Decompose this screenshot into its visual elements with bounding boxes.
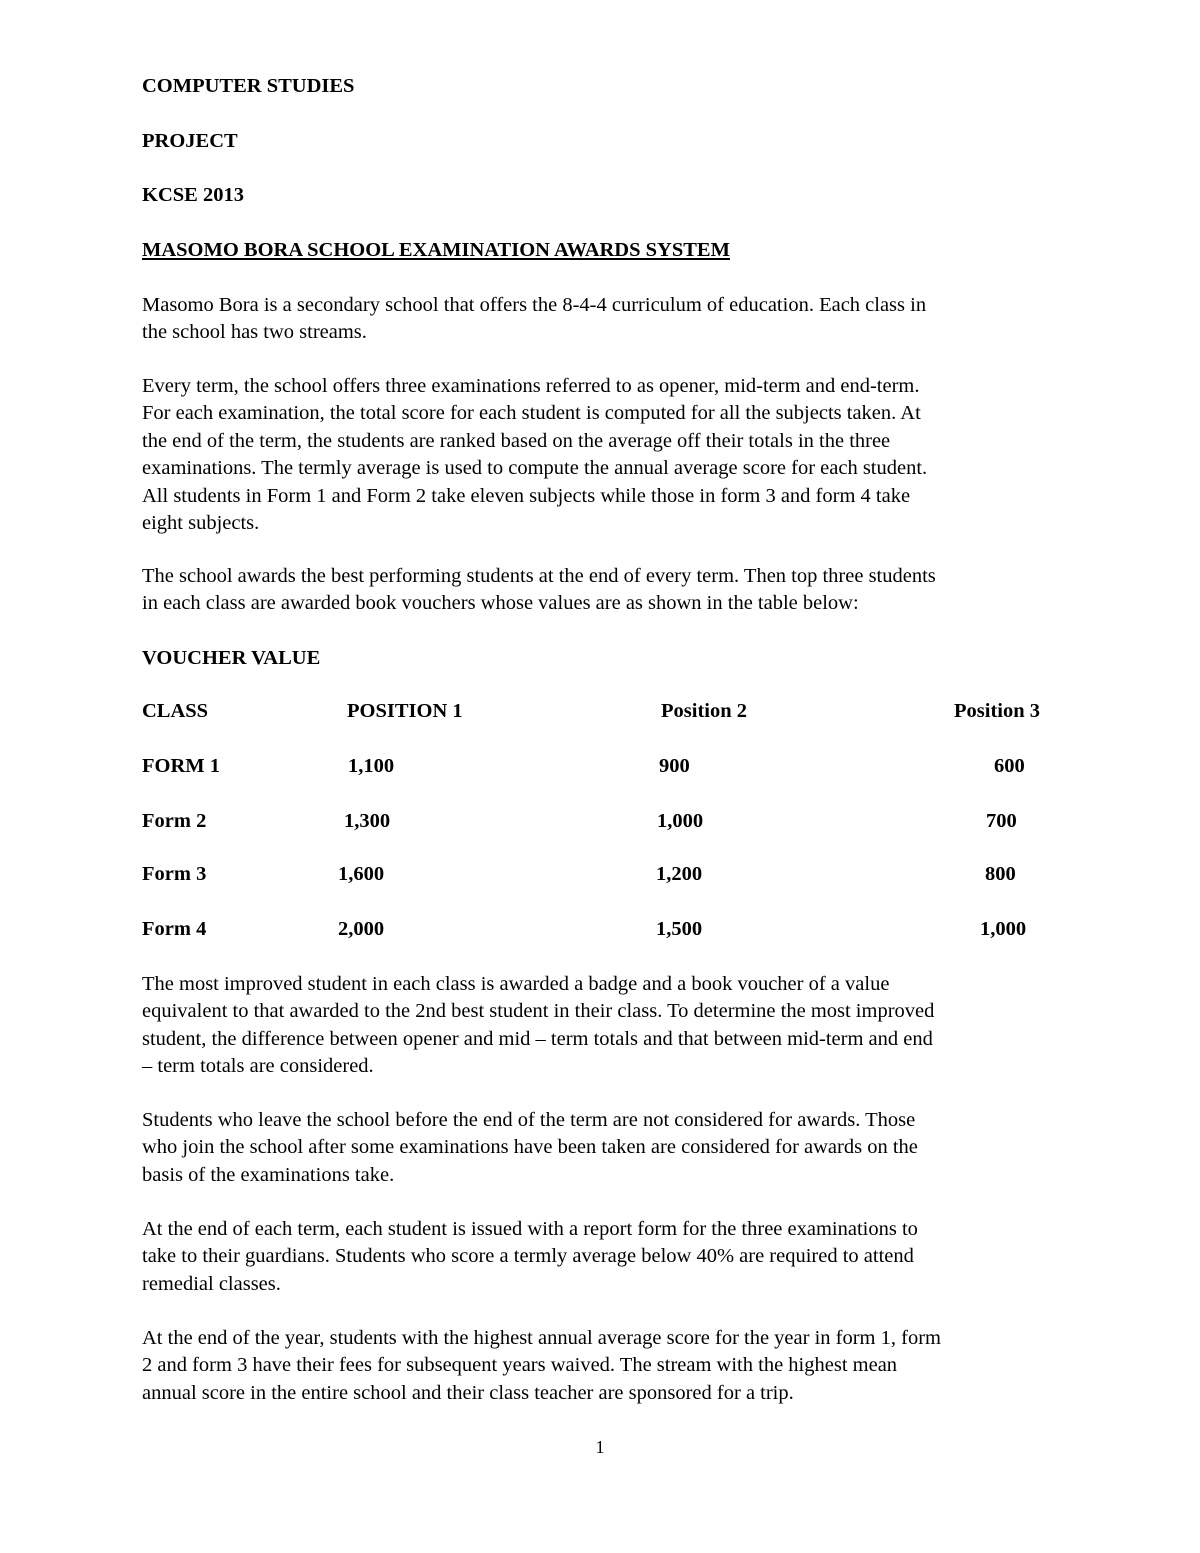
paragraph-line: At the end of each term, each student is issued with a report form for the three examinations to	[142, 1218, 918, 1240]
table-cell-class: Form 2	[142, 810, 207, 832]
paragraph-line: student, the difference between opener and mid – term totals and that between mid-term and end	[142, 1027, 933, 1050]
table-cell-position-3: 800	[985, 863, 1016, 885]
table-cell-position-3: 700	[986, 810, 1017, 832]
table-cell-class: Form 3	[142, 863, 207, 885]
page-number: 1	[595, 1437, 605, 1457]
column-header-class: CLASS	[142, 700, 209, 722]
column-header-position-1: POSITION 1	[347, 700, 463, 722]
paragraph-line: At the end of the year, students with the highest annual average score for the year in form 1, form	[142, 1327, 941, 1349]
project-heading: PROJECT	[142, 130, 238, 152]
paragraph-line: All students in Form 1 and Form 2 take eleven subjects while those in form 3 and form 4 take	[142, 484, 911, 507]
paragraph-line: examinations. The termly average is used to compute the annual average score for each student.	[142, 457, 928, 480]
paragraph-line: The school awards the best performing students at the end of every term. Then top three students	[142, 565, 936, 587]
table-cell-position-2: 900	[659, 755, 690, 777]
column-header-position-3: Position 3	[954, 700, 1040, 722]
table-cell-position-1: 1,600	[338, 863, 385, 885]
awards-paragraph	[142, 563, 1072, 618]
table-cell-position-2: 1,200	[656, 863, 703, 885]
paragraph-line: equivalent to that awarded to the 2nd best student in their class. To determine the most improved	[142, 1000, 935, 1023]
table-cell-position-2: 1,500	[656, 918, 703, 940]
report-form-paragraph	[142, 1216, 1072, 1298]
table-cell-position-1: 2,000	[338, 918, 385, 940]
paragraph-line: eight subjects.	[142, 512, 260, 535]
table-cell-position-1: 1,300	[344, 810, 391, 832]
paragraph-line: who join the school after some examinations have been taken are considered for awards on the	[142, 1136, 918, 1159]
paragraph-line: in each class are awarded book vouchers whose values are as shown in the table below:	[142, 592, 859, 615]
paragraph-line: remedial classes.	[142, 1272, 281, 1295]
exams-paragraph	[142, 373, 1072, 537]
paragraph-line: basis of the examinations take.	[142, 1163, 395, 1186]
intro-paragraph	[142, 292, 1072, 347]
table-cell-class: FORM 1	[142, 755, 220, 777]
paragraph-line: – term totals are considered.	[142, 1055, 374, 1078]
paragraph-line: 2 and form 3 have their fees for subsequent years waived. The stream with the highest mean	[142, 1354, 898, 1377]
table-cell-position-2: 1,000	[657, 810, 704, 832]
exam-heading: KCSE 2013	[142, 184, 244, 206]
paragraph-line: Every term, the school offers three examinations referred to as opener, mid-term and end-term.	[142, 375, 920, 397]
paragraph-line: take to their guardians. Students who score a termly average below 40% are required to attend	[142, 1245, 914, 1268]
paragraph-line: the school has two streams.	[142, 321, 367, 344]
column-header-position-2: Position 2	[661, 700, 747, 722]
document-title: MASOMO BORA SCHOOL EXAMINATION AWARDS SYSTEM	[142, 239, 730, 261]
paragraph-line: For each examination, the total score for each student is computed for all the subjects taken. At	[142, 402, 921, 425]
table-cell-class: Form 4	[142, 918, 207, 940]
paragraph-line: annual score in the entire school and their class teacher are sponsored for a trip.	[142, 1381, 794, 1404]
paragraph-line: Masomo Bora is a secondary school that offers the 8-4-4 curriculum of education. Each class in	[142, 294, 927, 316]
paragraph-line: Students who leave the school before the end of the term are not considered for awards. Those	[142, 1109, 916, 1131]
end-of-year-paragraph	[142, 1325, 1072, 1407]
improved-student-paragraph	[142, 971, 1072, 1081]
table-cell-position-3: 600	[994, 755, 1025, 777]
table-cell-position-1: 1,100	[348, 755, 395, 777]
voucher-table-heading: VOUCHER VALUE	[142, 647, 321, 669]
paragraph-line: the end of the term, the students are ranked based on the average off their totals in the three	[142, 429, 891, 452]
table-cell-position-3: 1,000	[980, 918, 1027, 940]
subject-heading: COMPUTER STUDIES	[142, 75, 355, 97]
paragraph-line: The most improved student in each class is awarded a badge and a book voucher of a value	[142, 973, 890, 995]
leaving-students-paragraph	[142, 1107, 1072, 1189]
